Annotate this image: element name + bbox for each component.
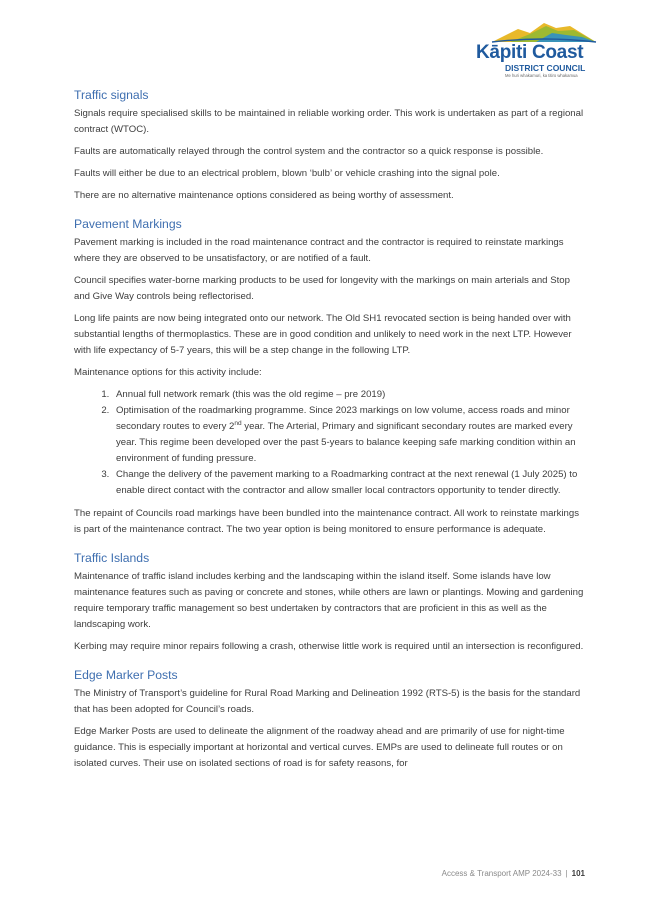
paragraph: Maintenance options for this activity include:	[74, 367, 262, 378]
paragraph: Council specifies water-borne marking products to be used for longevity with the markings on main arterials and Stop and Give Way controls being reflectorised.	[74, 275, 570, 302]
section-heading: Traffic signals	[74, 88, 149, 102]
paragraph: The repaint of Councils road markings have been bundled into the maintenance contract. All work to reinstate markings is part of the maintenance contract. The two year option is being monitored to ensure performance is adequate.	[74, 508, 580, 535]
council-logo	[472, 20, 622, 80]
logo-name: Kāpiti Coast	[476, 42, 584, 63]
list-item: 1. Annual full network remark (this was the old regime – pre 2019)	[112, 387, 586, 403]
footer-separator: |	[565, 869, 568, 878]
paragraph: Faults will either be due to an electrical problem, blown ‘bulb’ or vehicle crashing into the signal pole.	[74, 168, 500, 179]
logo-subtitle: DISTRICT COUNCIL	[505, 63, 586, 73]
list-item-text: Optimisation of the roadmarking programme. Since 2023 markings on low volume, access roads and minor secondary routes to every 2	[116, 405, 570, 432]
page-number: 101	[571, 869, 585, 878]
paragraph: Maintenance of traffic island includes kerbing and the landscaping within the island itself. Some islands have low maintenance features such as paving or concrete and stones, while others are lawn or plantings. Mowing and gardening require temporary traffic management so best undertaken by contractors that are proficient in this as well as the landscaping work.	[74, 571, 584, 630]
logo-tagline: Me huri whakamuri, ka titiro whakamua	[505, 73, 578, 78]
section-heading: Pavement Markings	[74, 217, 182, 231]
section-edge-marker-posts	[74, 668, 586, 772]
paragraph: Kerbing may require minor repairs following a crash, otherwise little work is required until an intersection is reconfigured.	[74, 641, 584, 652]
list-item	[112, 403, 586, 467]
paragraph: Signals require specialised skills to be maintained in reliable working order. This work is undertaken as part of a regional contract (WTOC).	[74, 108, 584, 135]
paragraph: Pavement marking is included in the road maintenance contract and the contractor is required to reinstate markings where they are observed to be unsatisfactory, or are notified of a fault.	[74, 237, 564, 264]
ordinal-suffix: nd	[234, 419, 242, 427]
paragraph: The Ministry of Transport’s guideline for Rural Road Marking and Delineation 1992 (RTS-5) is the basis for the standard that has been adopted for Council’s roads.	[74, 688, 581, 715]
page-content	[74, 88, 586, 785]
section-pavement-markings	[74, 217, 586, 538]
paragraph: Edge Marker Posts are used to delineate the alignment of the roadway ahead and are primarily of use for night-time guidance. This is especially important at horizontal and vertical curves. EMPs are used to delineate full routes or on isolated curves. Their use on isolated sections of road is for safety reasons, for	[74, 726, 565, 769]
section-heading: Traffic Islands	[74, 551, 150, 565]
section-traffic-islands	[74, 551, 586, 655]
mountain-logo-icon	[490, 20, 598, 44]
list-item-text: year. The Arterial, Primary and significant secondary routes are marked every year. This regime been developed over the past 5-years to balance keeping safe marking condition within an environment of funding pressure.	[116, 421, 576, 464]
footer-document-title: Access & Transport AMP 2024-33	[441, 869, 562, 878]
paragraph: Long life paints are now being integrated onto our network. The Old SH1 revocated section is being handed over with substantial lengths of thermoplastics. These are in good condition and unlikely to need work in the next LTP. However with life expectancy of 5-7 years, this will be a step change in the following LTP.	[74, 313, 572, 356]
section-heading: Edge Marker Posts	[74, 668, 178, 682]
maintenance-options-list	[74, 387, 586, 499]
page-footer	[442, 869, 585, 878]
list-item: 3. Change the delivery of the pavement marking to a Roadmarking contract at the next renewal (1 July 2025) to enable direct contact with the contractor and allow smaller local contractors opportunity to tender directly.	[112, 467, 586, 499]
paragraph: There are no alternative maintenance options considered as being worthy of assessment.	[74, 190, 454, 201]
paragraph: Faults are automatically relayed through the control system and the contractor so a quick response is possible.	[74, 146, 544, 157]
section-traffic-signals	[74, 88, 586, 204]
